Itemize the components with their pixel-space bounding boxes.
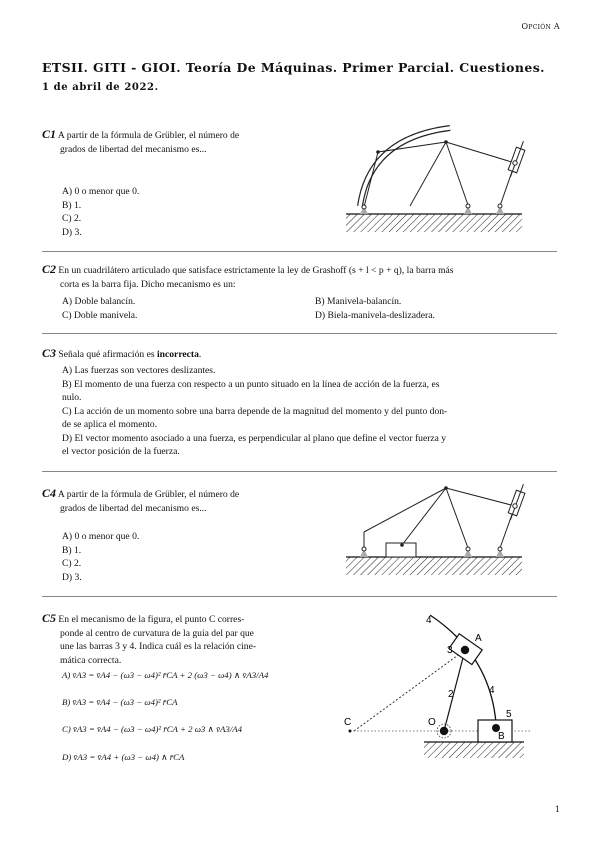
q5-option-c[interactable]: C) v̄A3 = v̄A4 − (ω3 − ω4)² r̄CA + 2 ω3 ∧ v̄A3/A4 xyxy=(62,724,243,734)
q2-option-a[interactable]: A) Doble balancín. xyxy=(62,296,136,307)
q4-option-c[interactable]: C) 2. xyxy=(62,558,82,569)
question-5-line-4: mática correcta. xyxy=(60,654,122,666)
q2-option-d[interactable]: D) Biela-manivela-deslizadera. xyxy=(315,310,435,321)
question-4-text-a: A partir de la fórmula de Grübler, el número de xyxy=(57,489,240,500)
q3-option-d[interactable]: D) El vector momento asociado a una fuerza, es perpendicular al plano que define el vector fuerza y xyxy=(62,432,447,444)
q1-option-c[interactable]: C) 2. xyxy=(62,213,82,224)
q4-option-b[interactable]: B) 1. xyxy=(62,544,82,556)
q5-label-point-a: A xyxy=(475,633,482,644)
question-1-options xyxy=(62,185,139,239)
q3-option-b[interactable]: B) El momento de una fuerza con respecto a un punto situado en la línea de acción de la fuerza, es xyxy=(62,378,440,390)
question-3-text-bold: incorrecta xyxy=(157,349,199,360)
q5-ground xyxy=(424,742,524,758)
q5-label-bar4-top: 4 xyxy=(426,615,432,626)
q1-option-b[interactable]: B) 1. xyxy=(62,199,82,211)
q3-option-c-cont: de se aplica el momento. xyxy=(62,419,158,430)
divider-2 xyxy=(42,333,557,334)
q4-option-a[interactable]: A) 0 o menor que 0. xyxy=(62,531,140,542)
q5-label-bar2: 2 xyxy=(448,689,454,700)
q3-option-b-cont: nulo. xyxy=(62,392,82,403)
page-number: 1 xyxy=(554,805,560,814)
exam-title: ETSII. GITI - GIOI. Teoría De Máquinas. Primer Parcial. Cuestiones. xyxy=(42,60,545,75)
q3-option-d-cont: el vector posición de la fuerza. xyxy=(62,446,180,457)
question-1-label: C1 xyxy=(42,127,57,141)
q2-option-c[interactable]: C) Doble manivela. xyxy=(62,310,138,321)
q5-label-point-o: O xyxy=(428,717,436,728)
divider-4 xyxy=(42,596,557,597)
question-3-text: Señala qué afirmación es xyxy=(58,349,155,360)
q1-option-a[interactable]: A) 0 o menor que 0. xyxy=(62,186,140,197)
q4-ground xyxy=(346,557,522,575)
q3-option-c[interactable]: C) La acción de un momento sobre una barra depende de la magnitud del momento y del punto don- xyxy=(62,405,448,417)
question-4-text-b: grados de libertad del mecanismo es... xyxy=(60,502,207,514)
question-1-text-b: grados de libertad del mecanismo es... xyxy=(60,143,207,155)
q3-option-a[interactable]: A) Las fuerzas son vectores deslizantes. xyxy=(62,365,216,376)
q5-label-bar3: 3 xyxy=(447,645,453,656)
q5-option-b[interactable]: B) v̄A3 = v̄A4 − (ω3 − ω4)² r̄CA xyxy=(62,697,178,707)
q5-option-d[interactable]: D) v̄A3 = v̄A4 + (ω3 − ω4) ∧ r̄CA xyxy=(62,752,185,762)
q4-option-d[interactable]: D) 3. xyxy=(62,571,82,583)
question-2-label: C2 xyxy=(42,262,57,276)
q5-label-point-c: C xyxy=(344,717,352,728)
question-3-options xyxy=(62,364,447,459)
q2-option-b[interactable]: B) Manivela-balancín. xyxy=(315,296,402,307)
question-2-text-a: En un cuadrilátero articulado que satisface estrictamente la ley de Grashoff (s + l < p + q), la barra más xyxy=(58,265,454,276)
question-5-label: C5 xyxy=(42,611,57,625)
option-label: Opción A xyxy=(521,22,560,31)
q5-mechanism-figure xyxy=(340,605,540,765)
question-3: C3 Señala qué afirmación es incorrecta. xyxy=(42,346,202,360)
question-5-line-1: En el mecanismo de la figura, el punto C corres- xyxy=(58,614,245,625)
q1-option-d[interactable]: D) 3. xyxy=(62,226,82,238)
q5-label-point-b: B xyxy=(498,731,505,742)
question-5-line-2: ponde al centro de curvatura de la guía del par que xyxy=(60,627,254,639)
q5-label-bar5: 5 xyxy=(506,709,512,720)
question-3-label: C3 xyxy=(42,346,57,360)
q5-option-a[interactable]: A) v̄A3 = v̄A4 − (ω3 − ω4)² r̄CA + 2 (ω3 − ω4) ∧ v̄A3/A4 xyxy=(62,670,269,680)
question-4-options xyxy=(62,530,139,584)
question-2-text-b: corta es la barra fija. Dicho mecanismo es un: xyxy=(60,278,236,290)
question-5-line-3: une las barras 3 y 4. Indica cuál es la relación cine- xyxy=(60,641,257,652)
question-4 xyxy=(42,487,312,515)
question-1 xyxy=(42,128,312,156)
q4-mechanism-figure xyxy=(340,482,530,587)
question-4-label: C4 xyxy=(42,486,57,500)
question-5 xyxy=(42,612,322,667)
divider-1 xyxy=(42,251,557,252)
exam-date: 1 de abril de 2022. xyxy=(42,82,159,93)
q5-label-bar4: 4 xyxy=(489,685,495,696)
divider-3 xyxy=(42,471,557,472)
question-1-text-a: A partir de la fórmula de Grübler, el número de xyxy=(57,130,240,141)
q1-mechanism-figure xyxy=(340,118,530,238)
question-2 xyxy=(42,263,557,291)
q1-ground xyxy=(346,214,522,232)
